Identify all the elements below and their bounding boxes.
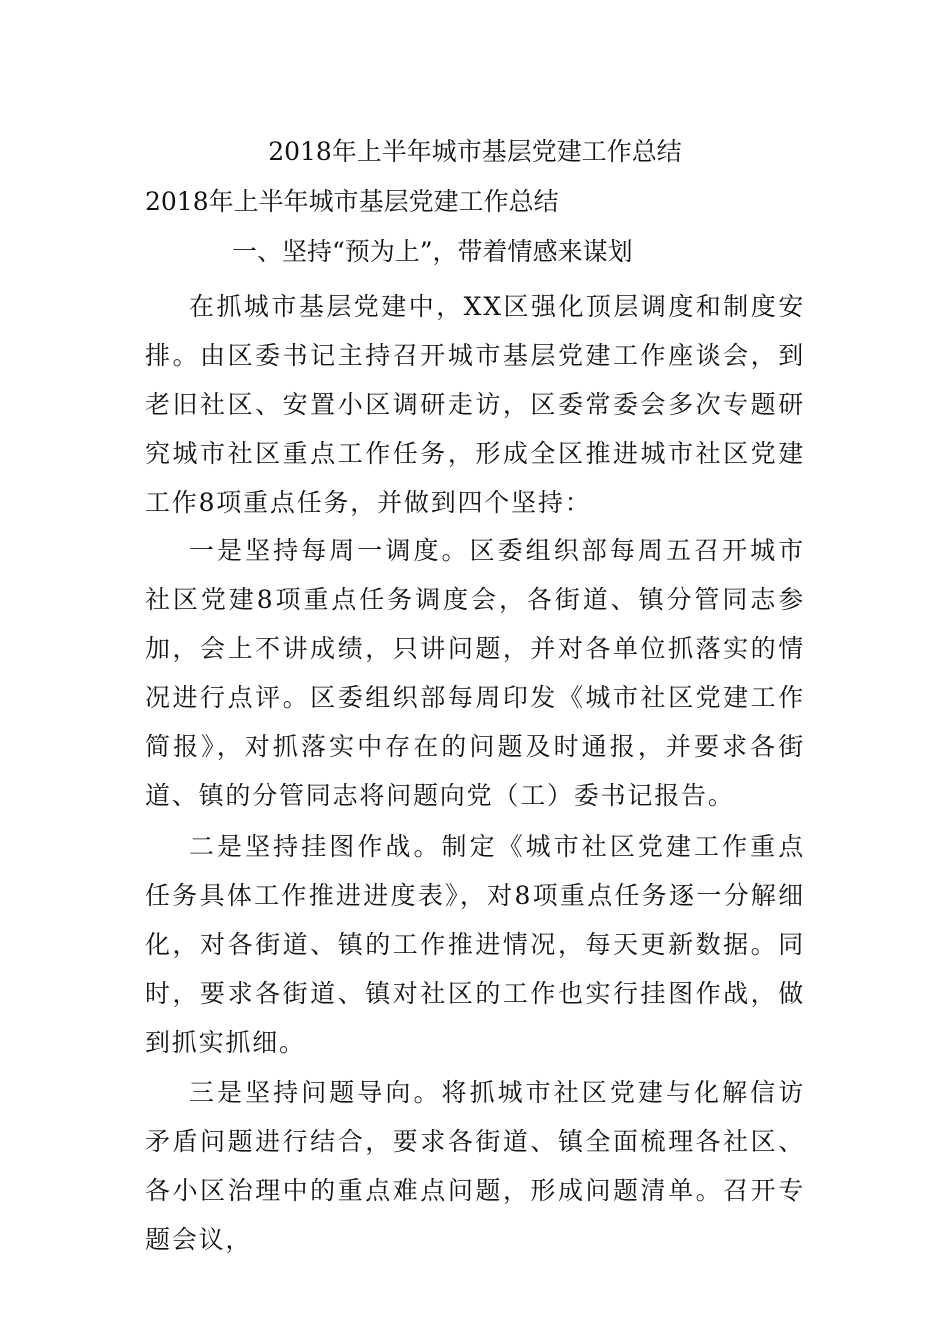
paragraph: 三是坚持问题导向。将抓城市社区党建与化解信访矛盾问题进行结合，要求各街道、镇全面梳理各社区、各小区治理中的重点难点问题，形成问题清单。召开专题会议， (145, 1078, 805, 1254)
paragraph: 在抓城市基层党建中，XX区强化顶层调度和制度安排。由区委书记主持召开城市基层党建工作座谈会，到老旧社区、安置小区调研走访，区委常委会多次专题研究城市社区重点工作任务，形成全区推进城市社区党建工作8项重点任务，并做到四个坚持： (145, 292, 805, 517)
document-title: 2018年上半年城市基层党建工作总结 (268, 137, 682, 166)
paragraph: 一是坚持每周一调度。区委组织部每周五召开城市社区党建8项重点任务调度会，各街道、镇分管同志参加，会上不讲成绩，只讲问题，并对各单位抓落实的情况进行点评。区委组织部每周印发《城市社区党建工作简报》，对抓落实中存在的问题及时通报，并要求各街道、镇的分管同志将问题向党（工）委书记报告。 (145, 536, 805, 810)
paragraph: 二是坚持挂图作战。制定《城市社区党建工作重点任务具体工作推进进度表》，对8项重点任务逐一分解细化，对各街道、镇的工作推进情况，每天更新数据。同时，要求各街道、镇对社区的工作也实行挂图作战，做到抓实抓细。 (145, 832, 805, 1057)
section-heading: 一、坚持“预为上”，带着情感来谋划 (232, 237, 633, 266)
document-subtitle: 2018年上半年城市基层党建工作总结 (145, 187, 559, 216)
